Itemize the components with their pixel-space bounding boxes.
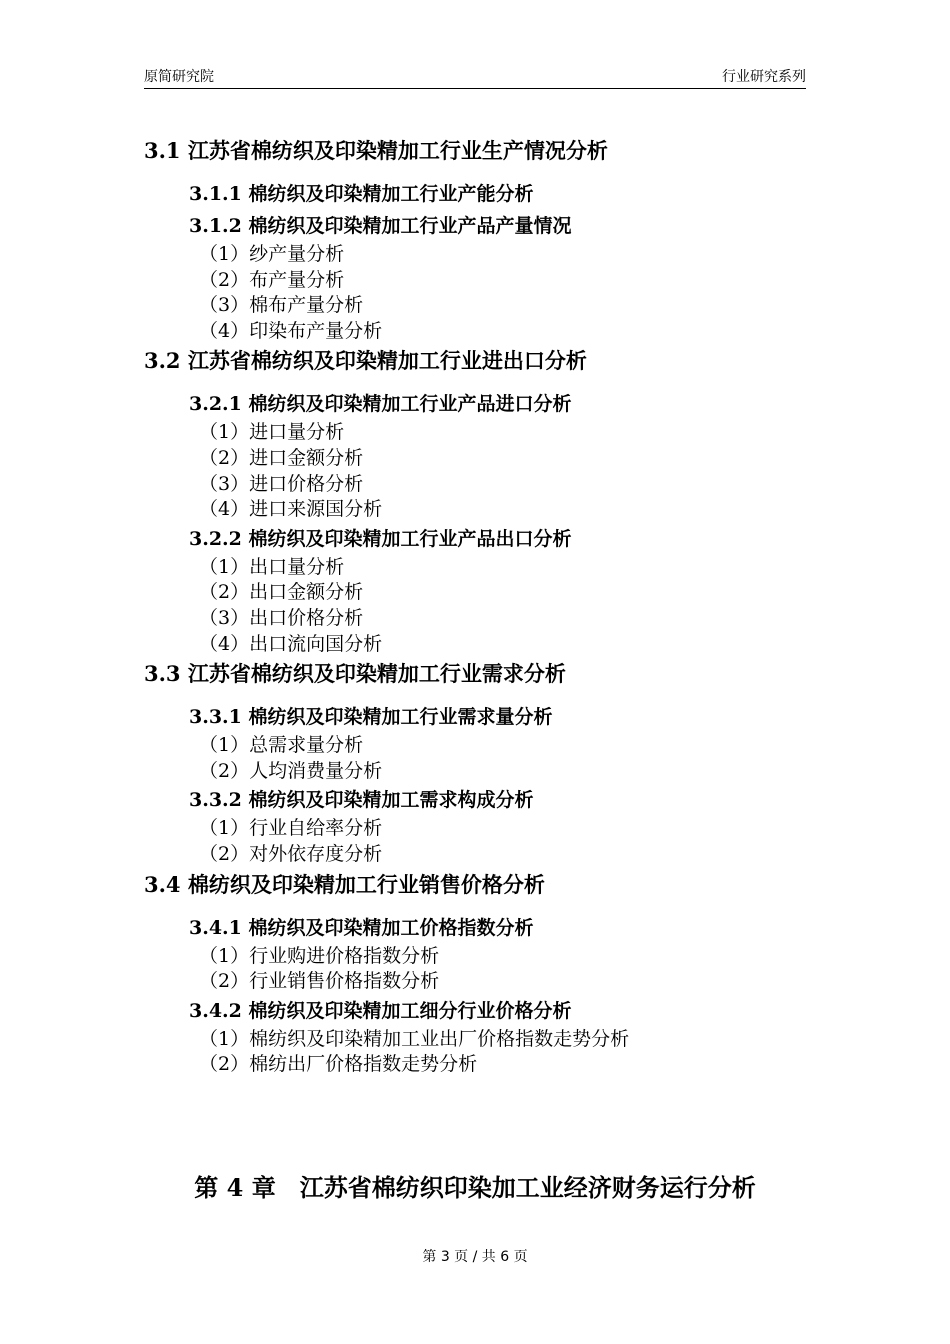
header-left-text: 原简研究院 <box>144 69 214 85</box>
chapter-heading: 第 4 章 江苏省棉纺织印染加工业经济财务运行分析 <box>194 1173 756 1202</box>
toc-subsection-heading: 3.4.2 棉纺织及印染精加工细分行业价格分析 <box>189 999 572 1022</box>
toc-item: （2）布产量分析 <box>199 268 345 291</box>
toc-item: （2）进口金额分析 <box>199 446 364 469</box>
toc-item: （2）对外依存度分析 <box>199 842 383 865</box>
toc-subsection-heading: 3.1.2 棉纺织及印染精加工行业产品产量情况 <box>189 215 572 237</box>
toc-item: （4）出口流向国分析 <box>199 632 383 655</box>
toc-item: （2）棉纺出厂价格指数走势分析 <box>199 1053 478 1076</box>
table-of-contents <box>144 134 806 1078</box>
toc-subsection-heading: 3.4.1 棉纺织及印染精加工价格指数分析 <box>189 916 534 939</box>
toc-item: （3）棉布产量分析 <box>199 294 364 317</box>
toc-item: （2）人均消费量分析 <box>199 759 383 782</box>
page-number: 第 3 页 / 共 6 页 <box>422 1249 528 1265</box>
toc-item: （2）行业销售价格指数分析 <box>199 970 440 993</box>
toc-subsection-heading: 3.1.1 棉纺织及印染精加工行业产能分析 <box>189 183 534 205</box>
toc-section-heading: 3.4 棉纺织及印染精加工行业销售价格分析 <box>144 871 545 897</box>
toc-item: （1）总需求量分析 <box>199 734 364 757</box>
toc-item: （2）出口金额分析 <box>199 581 364 604</box>
header-divider <box>144 88 806 89</box>
toc-section-heading: 3.2 江苏省棉纺织及印染精加工行业进出口分析 <box>144 348 587 374</box>
toc-item: （1）行业购进价格指数分析 <box>199 944 440 967</box>
toc-section-heading: 3.1 江苏省棉纺织及印染精加工行业生产情况分析 <box>144 138 608 163</box>
toc-subsection-heading: 3.3.1 棉纺织及印染精加工行业需求量分析 <box>189 706 553 729</box>
toc-item: （1）纱产量分析 <box>199 243 345 265</box>
toc-item: （3）出口价格分析 <box>199 606 364 629</box>
toc-item: （1）行业自给率分析 <box>199 817 383 840</box>
toc-subsection-heading: 3.3.2 棉纺织及印染精加工需求构成分析 <box>189 789 534 812</box>
toc-item: （3）进口价格分析 <box>199 472 364 495</box>
header-right-text: 行业研究系列 <box>722 69 806 85</box>
toc-item: （4）印染布产量分析 <box>199 319 383 342</box>
toc-item: （1）进口量分析 <box>199 421 345 444</box>
toc-item: （1）出口量分析 <box>199 555 345 578</box>
toc-subsection-heading: 3.2.2 棉纺织及印染精加工行业产品出口分析 <box>189 527 572 550</box>
toc-item: （4）进口来源国分析 <box>199 498 383 521</box>
toc-item: （1）棉纺织及印染精加工业出厂价格指数走势分析 <box>199 1027 630 1050</box>
toc-subsection-heading: 3.2.1 棉纺织及印染精加工行业产品进口分析 <box>189 393 572 416</box>
toc-section-heading: 3.3 江苏省棉纺织及印染精加工行业需求分析 <box>144 661 566 687</box>
